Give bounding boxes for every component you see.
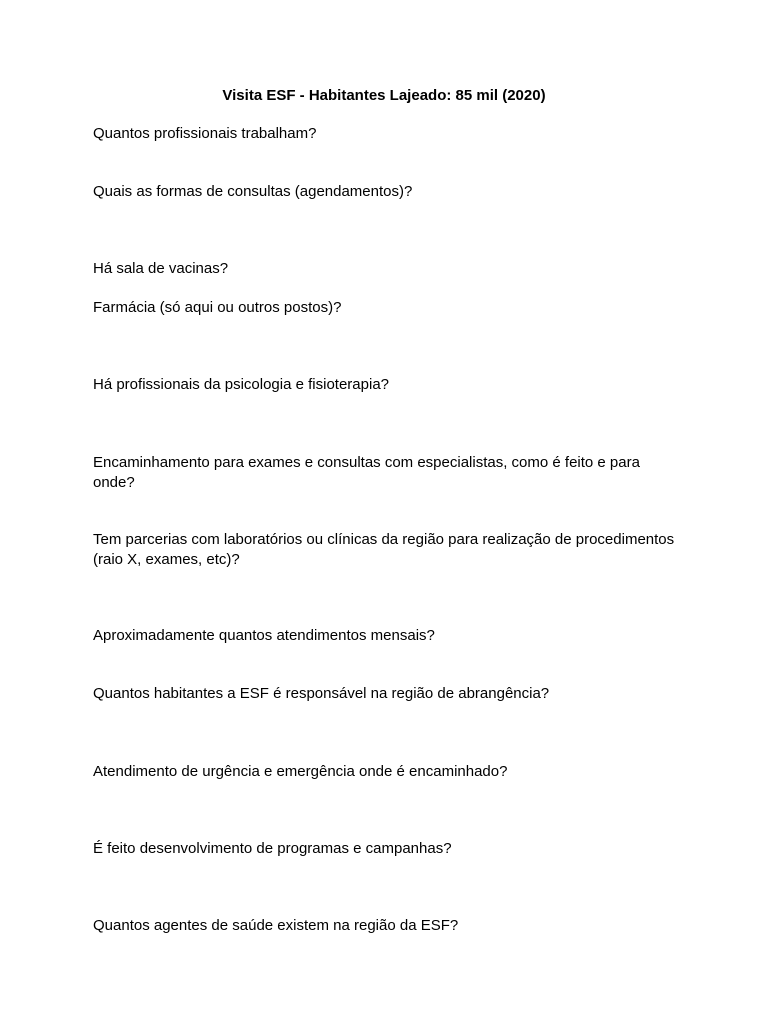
question-item: É feito desenvolvimento de programas e campanhas? — [93, 840, 452, 857]
question-item: Há sala de vacinas? — [93, 260, 229, 277]
question-item: Encaminhamento para exames e consultas com especialistas, como é feito e para onde? — [93, 454, 640, 491]
document-title: Visita ESF - Habitantes Lajeado: 85 mil (2020) — [222, 87, 546, 104]
question-item: Atendimento de urgência e emergência onde é encaminhado? — [93, 763, 508, 780]
question-item: Aproximadamente quantos atendimentos mensais? — [93, 627, 435, 644]
question-item: Quantos profissionais trabalham? — [93, 125, 317, 142]
question-item: Quais as formas de consultas (agendamentos)? — [93, 183, 413, 200]
question-item: Farmácia (só aqui ou outros postos)? — [93, 299, 342, 316]
question-item: Quantos habitantes a ESF é responsável na região de abrangência? — [93, 685, 550, 702]
question-item: Quantos agentes de saúde existem na região da ESF? — [93, 917, 459, 934]
question-item: Tem parcerias com laboratórios ou clínicas da região para realização de procedimentos (raio X, exames, etc)? — [93, 531, 675, 568]
question-item: Há profissionais da psicologia e fisioterapia? — [93, 376, 390, 393]
